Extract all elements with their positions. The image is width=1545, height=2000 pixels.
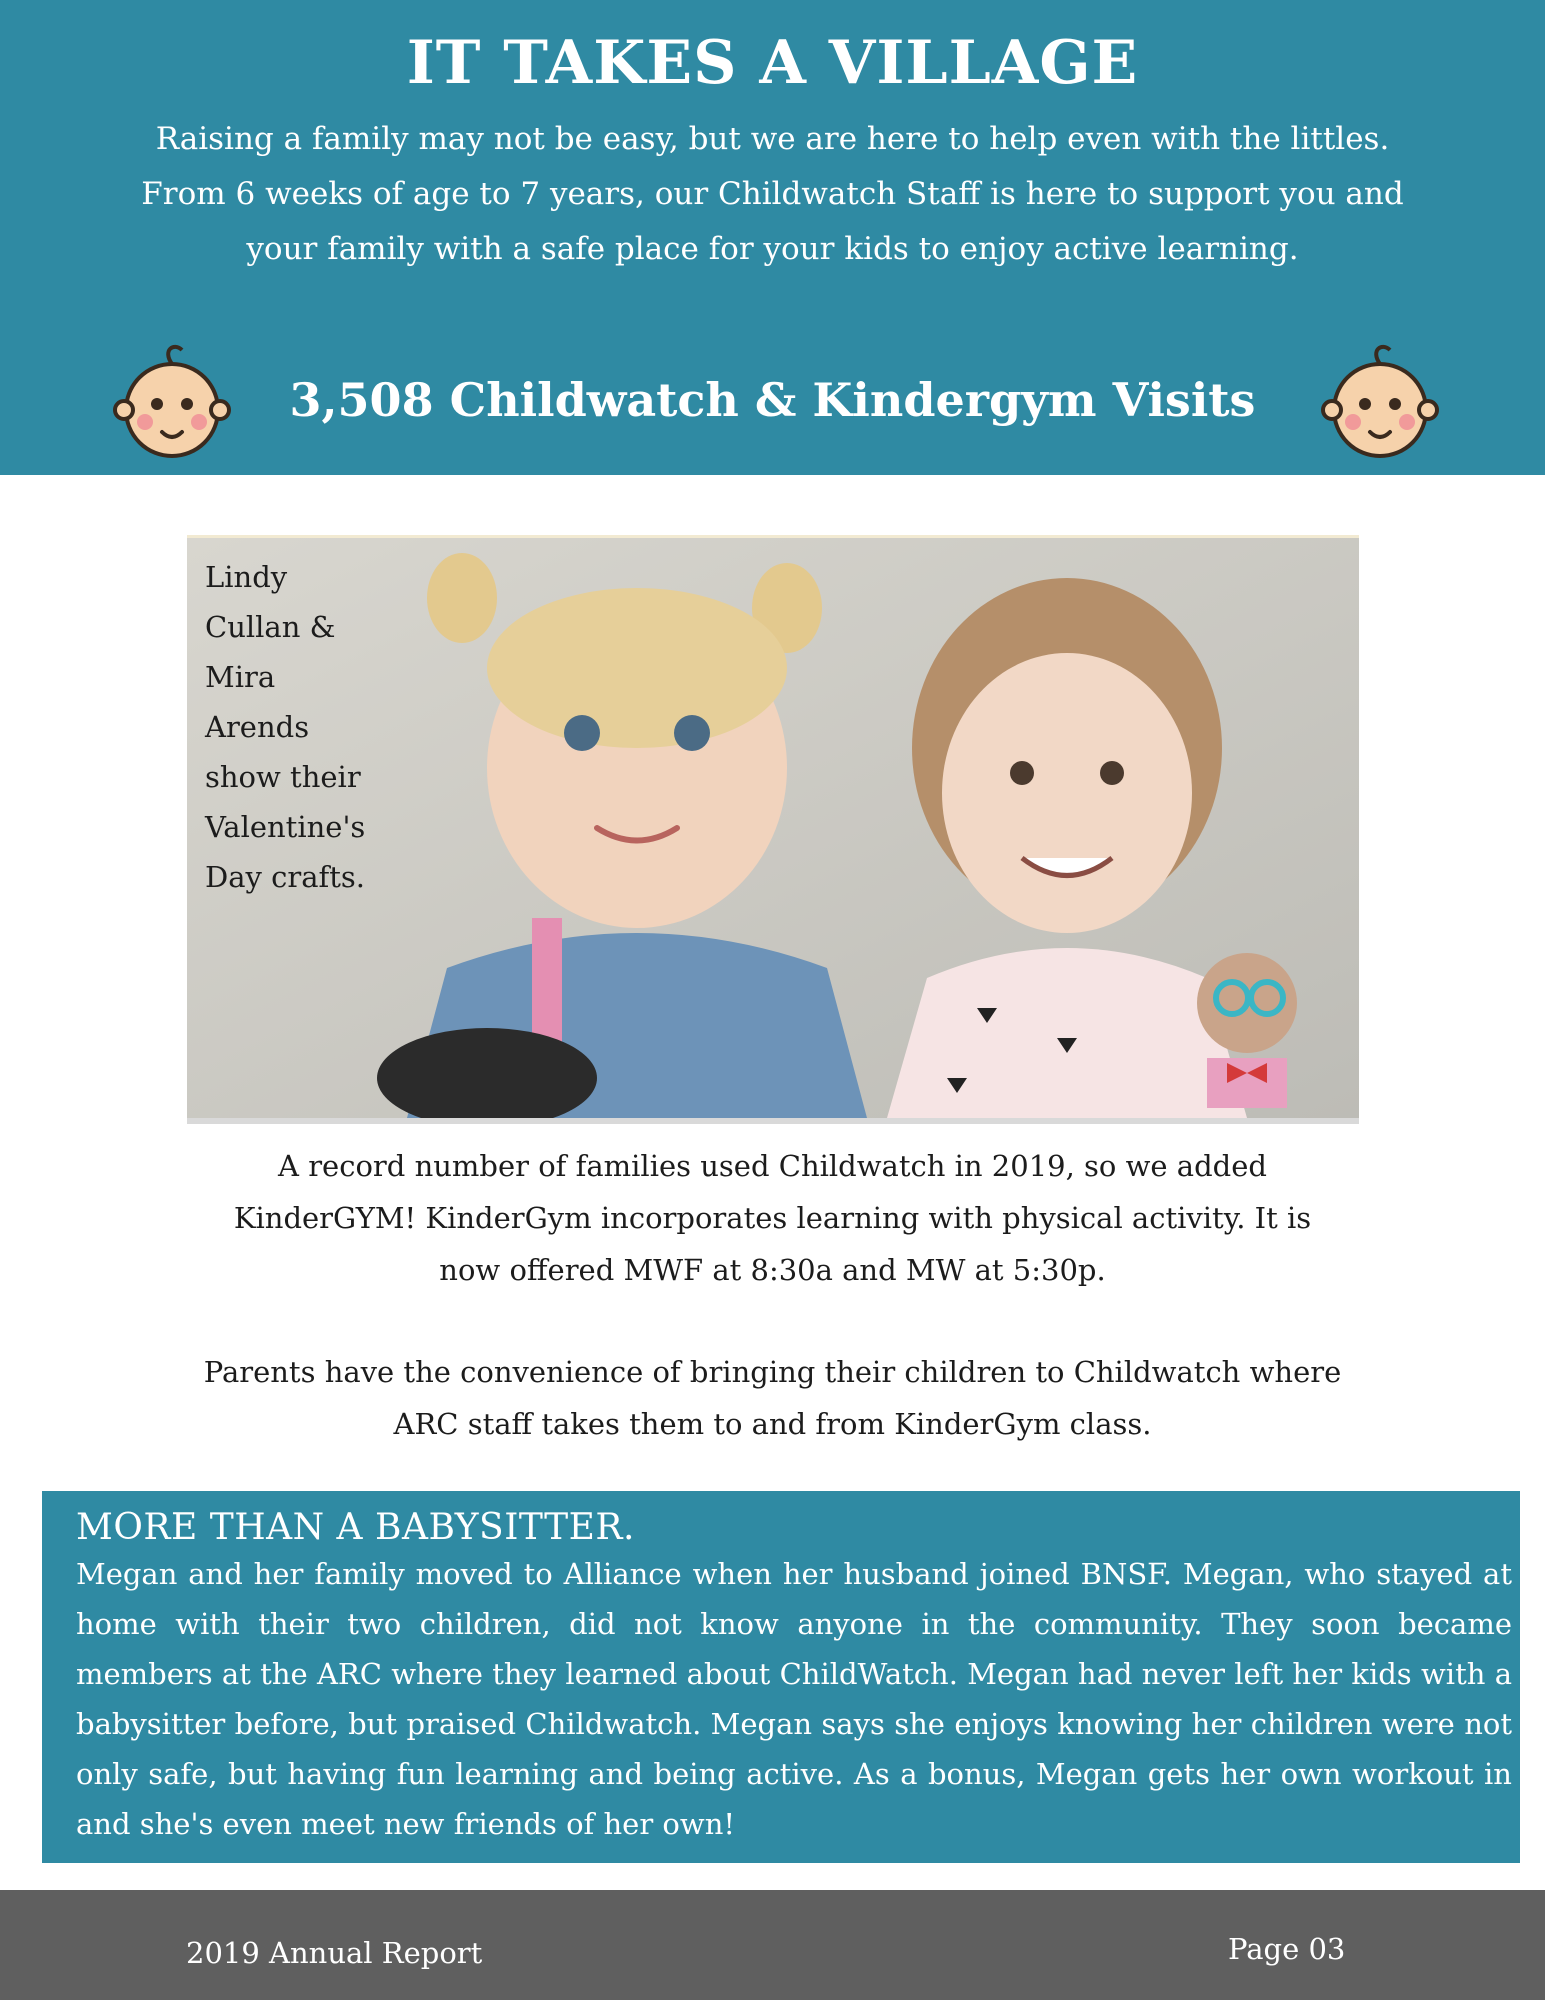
caption-line: Mira [205, 660, 276, 694]
header-banner [0, 0, 1545, 475]
intro-line: your family with a safe place for your kids to enjoy active learning. [246, 231, 1299, 267]
page-number: Page 03 [1228, 1932, 1346, 1966]
caption-line: Valentine's [205, 810, 366, 844]
paragraph-line: ARC staff takes them to and from KinderGym class. [393, 1407, 1152, 1441]
intro-line: Raising a family may not be easy, but we are here to help even with the littles. [155, 121, 1390, 157]
caption-line: Cullan & [205, 610, 336, 644]
kindergym-paragraph [140, 1140, 1405, 1296]
caption-line: Arends [205, 710, 310, 744]
baby-face-icon [1310, 340, 1450, 460]
caption-line: Day crafts. [205, 860, 366, 894]
paragraph-line: A record number of families used Childwatch in 2019, so we added [278, 1149, 1267, 1183]
intro-line: From 6 weeks of age to 7 years, our Childwatch Staff is here to support you and [141, 176, 1404, 212]
story-text: Megan and her family moved to Alliance when her husband joined BNSF. Megan, who stayed at home with their two children, did not know anyone in the community. They soon became members at the ARC where they learned about ChildWatch. Megan had never left her kids with a babysitter before, but praised Childwatch. Megan says she enjoys knowing her children were not only safe, but having fun learning and being active. As a bonus, Megan gets her own workout in and she's even meet new friends of her own! [76, 1557, 1512, 1841]
photo-caption [205, 552, 395, 902]
intro-text [90, 112, 1455, 277]
report-label: 2019 Annual Report [186, 1936, 483, 1970]
caption-line: show their [205, 760, 361, 794]
story-title: MORE THAN A BABYSITTER. [76, 1507, 635, 1548]
parents-paragraph [140, 1346, 1405, 1450]
visits-count: 3,508 Childwatch & Kindergym Visits [289, 373, 1256, 427]
page-title: IT TAKES A VILLAGE [406, 28, 1139, 98]
paragraph-line: now offered MWF at 8:30a and MW at 5:30p. [439, 1253, 1106, 1287]
caption-line: Lindy [205, 560, 288, 594]
paragraph-line: KinderGYM! KinderGym incorporates learning with physical activity. It is [233, 1201, 1312, 1235]
footer-bar [0, 1890, 1545, 2000]
paragraph-line: Parents have the convenience of bringing their children to Childwatch where [203, 1355, 1342, 1389]
story-box [42, 1491, 1520, 1863]
